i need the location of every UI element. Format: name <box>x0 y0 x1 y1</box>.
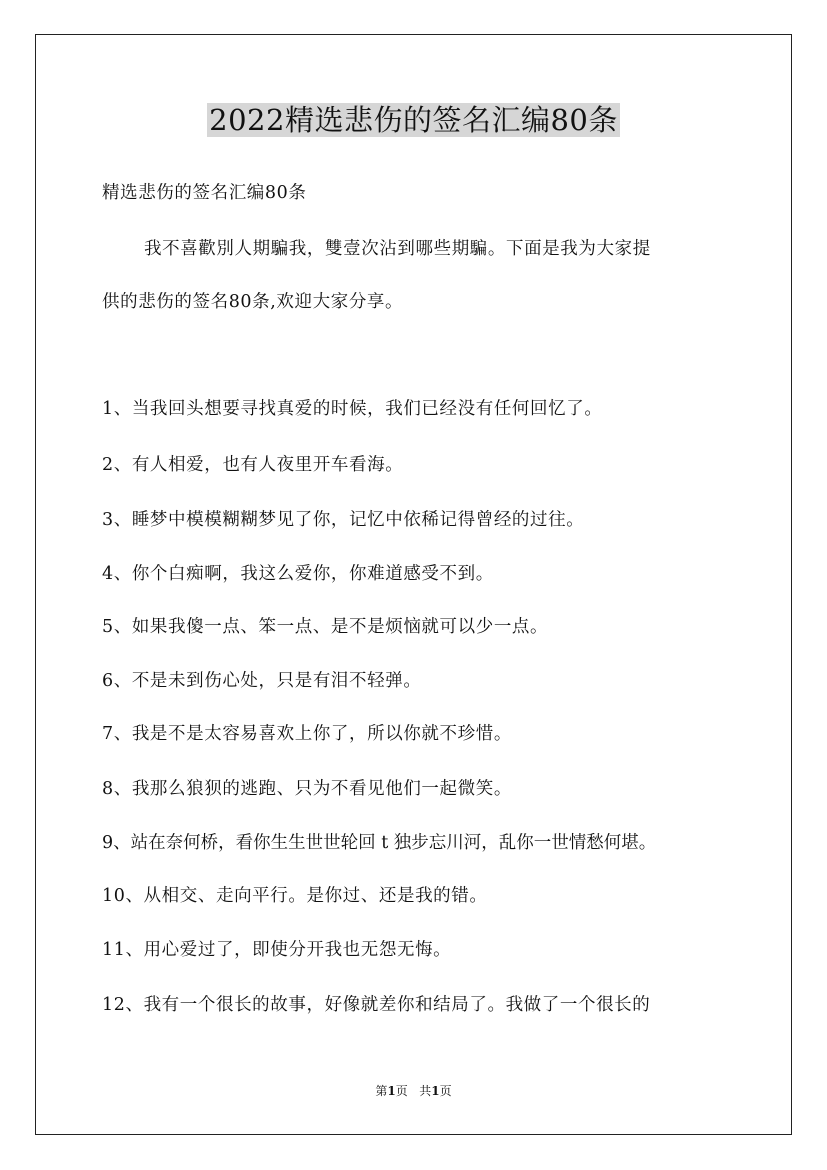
list-item: 8、我那么狼狈的逃跑、只为不看见他们一起微笑。 <box>102 779 512 799</box>
intro-paragraph-line-2: 供的悲伤的签名80条,欢迎大家分享。 <box>102 292 404 312</box>
document-title <box>0 100 827 140</box>
list-item: 9、站在奈何桥，看你生生世世轮回 t 独步忘川河，乱你一世情愁何堪。 <box>102 833 657 853</box>
list-item: 3、睡梦中模模糊糊梦见了你，记忆中依稀记得曾经的过往。 <box>102 510 585 530</box>
page-suffix: 页 <box>395 1084 408 1098</box>
list-item: 1、当我回头想要寻找真爱的时候，我们已经没有任何回忆了。 <box>102 399 603 419</box>
page-number: 1 <box>387 1084 396 1098</box>
document-title-text: 2022精选悲伤的签名汇编80条 <box>209 103 618 137</box>
list-item: 10、从相交、走向平行。是你过、还是我的错。 <box>102 886 488 906</box>
list-item: 4、你个白痴啊，我这么爱你，你难道感受不到。 <box>102 564 494 584</box>
total-prefix: 共 <box>419 1084 432 1098</box>
document-subtitle: 精选悲伤的签名汇编80条 <box>102 183 307 203</box>
list-item: 5、如果我傻一点、笨一点、是不是烦恼就可以少一点。 <box>102 617 549 637</box>
list-item: 7、我是不是太容易喜欢上你了，所以你就不珍惜。 <box>102 724 512 744</box>
list-item: 11、用心爱过了，即使分开我也无怨无悔。 <box>102 940 452 960</box>
total-pages: 1 <box>431 1084 440 1098</box>
page-footer <box>0 1083 827 1099</box>
list-item: 6、不是未到伤心处，只是有泪不轻弹。 <box>102 671 422 691</box>
total-suffix: 页 <box>439 1084 452 1098</box>
intro-paragraph-line-1: 我不喜歡別人期騙我，雙壹次沾到哪些期騙。下面是我为大家提 <box>144 239 651 259</box>
list-item: 12、我有一个很长的故事，好像就差你和结局了。我做了一个很长的 <box>102 995 651 1015</box>
page-prefix: 第 <box>375 1084 388 1098</box>
list-item: 2、有人相爱，也有人夜里开车看海。 <box>102 455 404 475</box>
